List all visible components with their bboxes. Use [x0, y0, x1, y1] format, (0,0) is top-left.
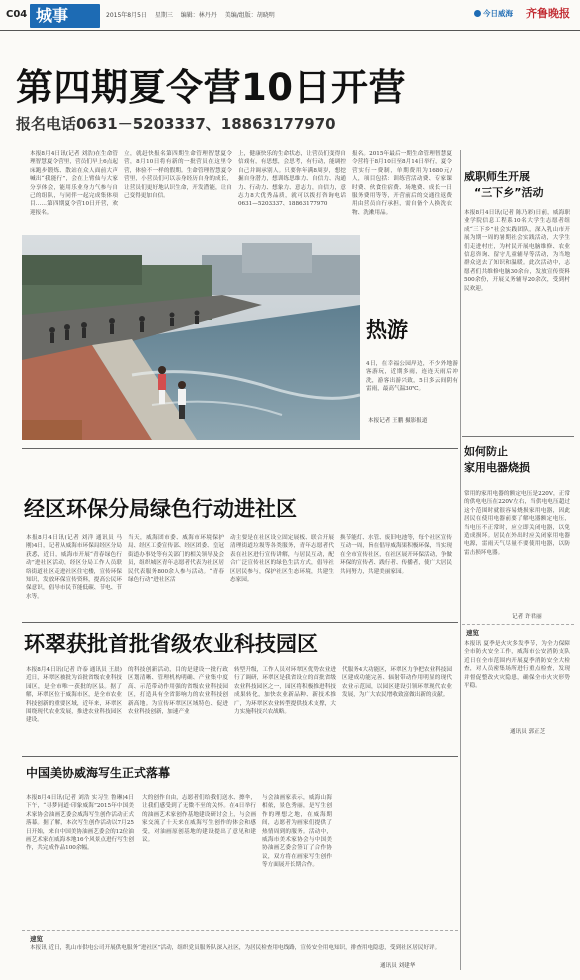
issue-meta [106, 10, 275, 19]
art-column-2: 大的创作自由，志愿者们给我们送水、擦伞，让我们感受到了无微不至的关怀。在4日举行的油画艺术家创作基地建设研讨会上，与会画家交流了十天来在威海写生创作的体会和感受，对油画原创基地的建设提出了意见和建议。 [142, 795, 256, 844]
divider-lead-bottom [22, 448, 458, 449]
eco-headline: 经区环保分局绿色行动进社区 [24, 497, 297, 521]
issue-editor: 编辑：林丹丹 [180, 12, 217, 19]
brief-label: 速览 [30, 935, 43, 943]
sidebar-divider [460, 150, 461, 970]
agri-column-1: 本报8月4日讯(记者 许泰 通讯员 王晨)近日，环翠区被批为首批省级农业科技园区，是全市唯一获批的区县。据了解，环翠区位于威海市区，是全市农业科技创新的重要区域，近年来，环翠区围绕现代农业发展，推进农业科技园区建设。 [26, 667, 122, 724]
beach-photo-illustration [22, 235, 360, 440]
agri-headline: 环翠获批首批省级农业科技园区 [24, 632, 318, 656]
section-label: 城事 [36, 6, 69, 25]
lead-column-3: 上，健康快乐的生命状态，让营员们变得自信戏有，有思想，会思考，有行动，能调控自己并调承别人。只要你年满8周岁，想挖掘自身潜力，想训练思维力、自信力、沟通力、行动力、想象力、意志力，自信力，意志力8大优秀品质，就可以拨打咨询电话0631—5203337、18863177970 [238, 151, 346, 208]
brief-text: 本报讯 近日，乳山市供电公司开展供电服务“进社区”活动，组织党员服务队深入社区，为居民检查用电线路，宣传安全用电知识，排查用电隐患，受到社区居民好评。 [30, 945, 441, 951]
news-photo [22, 235, 360, 440]
art-side-space [338, 764, 456, 924]
brief-divider [22, 930, 458, 931]
art-column-1: 本报8月4日讯(记者 刘浩 实习生 鲁琳)4日下午，“寻梦同道·印象威海”2015年中国美术家协会油画艺委会威海写生创作活动正式落幕。据了解，本次写生创作活动以7月25日开始，来自中国美协油画艺委会的12位油画艺术家在威海本地16个风景点进行写生创作，共完成作品100余幅。 [26, 795, 134, 852]
header-rule [0, 30, 580, 31]
sidebar-story2-text: 常用的家用电器的额定电压是220V，正常的供电电压在220V左右，当供电电压超过这个范围时就很容易烧损家用电器，因此居民在使用电器前要了解电器额定电压，当电压不正常时，应立即关闭电器，以免造成损坏。居民在外出时应关闭家用电器电源，雷雨天气尽量不要使用电器，以防雷击损坏电器。 [464, 491, 570, 556]
sidebar-story2-credit: 记者 许君丽 [512, 614, 542, 620]
page-header [0, 0, 580, 32]
issue-date: 2015年8月5日 [106, 12, 147, 19]
sidebar-divider-1 [462, 436, 574, 437]
eco-column-2: 当天，威海团市委、威海市环境保护局、经区工委宣传部、经区团委、皇冠街道办事处等有关部门的相关领导及会员，组织城区青年志愿者代表为社区居民代表服务800余人参与活动。“青春绿色行动”进社区活 [128, 535, 224, 584]
agri-column-4: 代服务4大功能区，环翠区力争把农业科技园区建成功能完善、辐射带动作用明显的现代农业示范园，以园区建设引领环翠现代农业发展，为广大农民增收致富做出新的贡献。 [342, 667, 452, 699]
sidebar-story1-text: 本报8月4日讯(记者 陈乃彩)日前，威海职业学院信息工程系10名大学生志愿者组成“三下乡”社会实践团队，深入乳山市开展为期一周的暑期社会实践活动，大学生们走进村庄，为村民开展电脑维修、农业信息咨询、留守儿童辅导等活动，为当地群众送去了知识和温暖。此次活动中，志愿者们共维修电脑30余台，发放宣传资料500余份，开展义务辅导20余次，受到村民欢迎。 [464, 210, 570, 292]
sidebar-divider-2 [462, 624, 574, 625]
divider-eco-bottom [22, 622, 458, 623]
divider-agri-bottom [22, 756, 458, 757]
sidebar-brief-text: 本报讯 夏季是火灾多发季节，为全力保障全市防火安全工作，威海市公安消防支队近日在全市范围内开展夏季消防安全大检查，对人员密集场所进行重点检查，发现并督促整改火灾隐患，确保全市火灾形势平稳。 [464, 641, 570, 690]
lead-column-4: 报名。2015年最后一期生命管理智慧夏令营将于8月10日至8月14日举行，夏令营实行一费制，单期费用为1680元/人，项目包括：训练营活动费、专家课时费、伙食住宿费、场地费、成长一日服务费用等等，开营前后的交通往返费用由营员自行承担，需自备个人换洗衣物、洗漱用品。 [352, 151, 452, 216]
lead-column-2: 立，就赶快报名第四期生命管理智慧夏令营，8月10日将有新的一批营员在这里令营，体验不一样的假期。生命管理智慧夏令营里，小营员们可以亲身经历自身的成长，让营员们更好地认识生命，开发潜能，让自己变得更加自信。 [124, 151, 232, 200]
paper-logo: 齐鲁晚报 [526, 7, 570, 20]
lead-subline: 报名电话0631－5203337、18863177970 [16, 115, 336, 133]
issue-weekday: 星期三 [154, 12, 173, 19]
art-column-3: 与会油画家表示，威海山海相依，景色秀丽，是写生创作的理想之地，在威海期间，志愿者为画家们提供了热情周到的服务。活动中，威海市美术家协会与中国美协油画艺委会签订了合作协议，双方将在画家写生创作等方面展开长期合作。 [262, 795, 332, 869]
brief-credit: 通讯员 刘建华 [380, 963, 416, 969]
art-headline: 中国美协威海写生正式落幕 [26, 766, 171, 780]
page-number: C04 [6, 9, 28, 20]
globe-icon [474, 10, 481, 17]
agri-column-3: 转型升级，工作人员对环翠区优势农业进行了调研，环翠区是我省设立的首批省级农业科技园区之一，园区将积极推进科技成果转化，加快农业新品种、新技术推广，为环翠区农业转型提供技术支撑，大力实施科技兴农战略。 [234, 667, 336, 716]
eco-column-3: 动主要是在社区设立固定展板、联合开展清理街道垃圾等各类服务，青年志愿者代表在社区进行宣传讲解，与居民互动，配合广泛宣传社区的绿色生活方式，倡导社区居民参与，保护社区生态环境，共建生态家园。 [230, 535, 334, 584]
photo-tag: 热游 [366, 318, 408, 342]
sidebar-brief-label: 速览 [466, 629, 479, 637]
photo-credit: 本报记者 王鹏 摄影报道 [368, 418, 428, 424]
sidebar-story1-title-line2: “三下乡”活动 [474, 186, 544, 199]
eco-column-1: 本报8月4日讯(记者 刘洋 通讯员 马刚)4日，记者从威海市环保局经区分局获悉，近日，威海市开展“青春绿色行动”进社区活动，经区分局工作人员联络街道社区走进社区住宅楼，宣传环保知识，发放环保宣传资料，提高公民环保意识，倡导市民节能低碳、节电、节水等。 [26, 535, 122, 600]
paper-name: 今日威海 [474, 8, 513, 19]
section-tab [30, 4, 100, 28]
sidebar-brief-credit: 通讯员 郭正芝 [510, 729, 546, 735]
lead-headline: 第四期夏令营10日开营 [16, 66, 406, 109]
issue-design: 美编/组版：胡晓明 [224, 12, 275, 19]
lead-column-1: 本报8月4日讯(记者 刘浩)在生命管理智慧夏令营里，营员们早上6点起床跑步锻炼、散站在众人面前大声喊出“我能行”，会在上臂仙与大家分享体会，能用乐业身力气参与自己的组队，与同伴一起完成集体项目……第四期夏令营10日开营，欢迎报名。 [30, 151, 118, 216]
agri-column-2: 的科技创新活动，目的是建设一批行政区划清晰、管理机构明确、产业集中度高、示范带动作用强的省级农业科技园区，打造具有全省影响力的农业科技创新高地。为宣传环翠区区域特色、促进农业科技创新，加速产业 [128, 667, 228, 716]
sidebar-story2-title-line2: 家用电器烧损 [464, 461, 530, 474]
sidebar-story1-title-line1: 威职师生开展 [464, 170, 530, 183]
sidebar-story2-title-line1: 如何防止 [464, 445, 508, 458]
photo-caption: 4日，在幸福公园岸边，不少外地游客游玩，近期多雨，连连天雨后冲洗，游客出游兴致，5日多云间阴有雷雨，最高气温30℃。 [366, 361, 458, 393]
eco-column-4: 换节能灯、水管、废旧电池等，每个社区宣传互动一周，旨在倡导威海果积极环保，当实现在全市宣传社区，在社区展开环保活动，争做环保的宣传者、践行者、传播者，使广大居民共同努力，共建美丽家园。 [340, 535, 452, 575]
